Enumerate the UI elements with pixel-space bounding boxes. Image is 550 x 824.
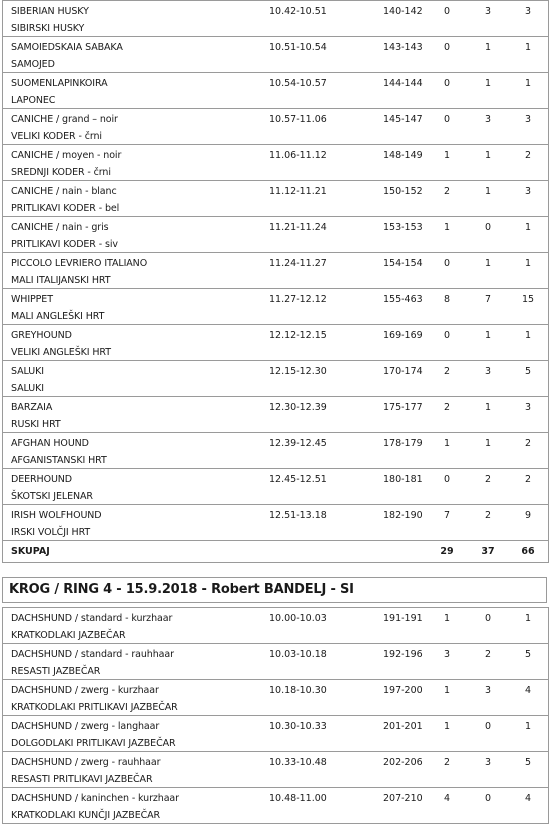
- judging-time: 11.24-11.27: [269, 258, 327, 269]
- judging-time: 10.30-10.33: [269, 721, 327, 732]
- count-females: 2: [484, 510, 492, 521]
- breed-name-slovene: SIBIRSKI HUSKY: [11, 23, 85, 34]
- breed-name-original: DEERHOUND: [11, 474, 73, 485]
- judging-time: 10.33-10.48: [269, 757, 327, 768]
- table-row: [3, 253, 548, 289]
- judging-time: 10.57-11.06: [269, 114, 327, 125]
- breed-name-slovene: AFGANISTANSKI HRT: [11, 455, 107, 466]
- count-males: 0: [443, 114, 451, 125]
- judging-time: 12.12-12.15: [269, 330, 327, 341]
- count-females: 0: [484, 613, 492, 624]
- count-total: 1: [524, 330, 532, 341]
- count-total: 3: [524, 186, 532, 197]
- breed-name-original: CANICHE / moyen - noir: [11, 150, 122, 161]
- count-females: 3: [484, 366, 492, 377]
- count-females: 3: [484, 757, 492, 768]
- breed-name-original: DACHSHUND / standard - rauhhaar: [11, 649, 174, 660]
- judging-time: 12.15-12.30: [269, 366, 327, 377]
- count-males: 0: [443, 42, 451, 53]
- count-total: 5: [524, 366, 532, 377]
- breed-name-slovene: MALI ANGLEŠKI HRT: [11, 311, 105, 322]
- breed-name-slovene: VELIKI KODER - črni: [11, 131, 102, 142]
- count-females: 1: [484, 78, 492, 89]
- judging-time: 12.51-13.18: [269, 510, 327, 521]
- catalogue-numbers: 155-463: [383, 294, 423, 305]
- breed-name-slovene: KRATKODLAKI KUNČJI JAZBEČAR: [11, 810, 161, 821]
- table-row: [3, 109, 548, 145]
- count-males: 3: [443, 649, 451, 660]
- count-females: 2: [484, 649, 492, 660]
- catalogue-numbers: 153-153: [383, 222, 423, 233]
- breed-name-slovene: LAPONEC: [11, 95, 56, 106]
- count-males: 1: [443, 222, 451, 233]
- judging-time: 10.42-10.51: [269, 6, 327, 17]
- catalogue-numbers: 178-179: [383, 438, 423, 449]
- breed-name-original: DACHSHUND / kaninchen - kurzhaar: [11, 793, 179, 804]
- judging-time: 12.45-12.51: [269, 474, 327, 485]
- count-total: 2: [524, 474, 532, 485]
- table-row: [3, 289, 548, 325]
- count-females: 0: [484, 721, 492, 732]
- catalogue-numbers: 145-147: [383, 114, 423, 125]
- summary-row: [3, 541, 548, 563]
- table-row: [3, 1, 548, 37]
- count-females: 3: [484, 6, 492, 17]
- count-females: 1: [484, 438, 492, 449]
- ring-header: [2, 577, 547, 603]
- count-females: 2: [484, 474, 492, 485]
- table-row: [3, 608, 548, 644]
- count-total: 4: [524, 685, 532, 696]
- breed-name-slovene: KRATKODLAKI PRITLIKAVI JAZBEČAR: [11, 702, 178, 713]
- breed-name-original: PICCOLO LEVRIERO ITALIANO: [11, 258, 148, 269]
- table-row: [3, 397, 548, 433]
- catalogue-numbers: 182-190: [383, 510, 423, 521]
- table-row: [3, 73, 548, 109]
- table-row: [3, 181, 548, 217]
- ring-title: KROG / RING 4 - 15.9.2018 - Robert BANDELJ - SI: [9, 582, 354, 597]
- breed-name-original: WHIPPET: [11, 294, 53, 305]
- count-females: 1: [484, 402, 492, 413]
- catalogue-numbers: 150-152: [383, 186, 423, 197]
- breed-name-slovene: SALUKI: [11, 383, 44, 394]
- count-total: 1: [524, 222, 532, 233]
- summary-total: 66: [521, 546, 535, 557]
- breed-name-slovene: RESASTI PRITLIKAVI JAZBEČAR: [11, 774, 153, 785]
- judging-time: 10.48-11.00: [269, 793, 327, 804]
- breed-name-slovene: KRATKODLAKI JAZBEČAR: [11, 630, 126, 641]
- table-row: [3, 505, 548, 541]
- judging-time: 11.21-11.24: [269, 222, 327, 233]
- count-total: 3: [524, 402, 532, 413]
- count-total: 1: [524, 42, 532, 53]
- count-males: 0: [443, 330, 451, 341]
- breed-name-original: SALUKI: [11, 366, 44, 377]
- catalogue-numbers: 144-144: [383, 78, 423, 89]
- count-females: 7: [484, 294, 492, 305]
- catalogue-numbers: 148-149: [383, 150, 423, 161]
- judging-time: 12.30-12.39: [269, 402, 327, 413]
- count-females: 1: [484, 186, 492, 197]
- count-total: 2: [524, 438, 532, 449]
- breed-name-original: CANICHE / nain - blanc: [11, 186, 117, 197]
- catalogue-numbers: 202-206: [383, 757, 423, 768]
- breed-name-original: GREYHOUND: [11, 330, 72, 341]
- catalogue-numbers: 143-143: [383, 42, 423, 53]
- count-total: 3: [524, 114, 532, 125]
- count-females: 1: [484, 258, 492, 269]
- breed-name-original: DACHSHUND / zwerg - langhaar: [11, 721, 160, 732]
- breed-name-slovene: IRSKI VOLČJI HRT: [11, 527, 91, 538]
- judging-time: 10.54-10.57: [269, 78, 327, 89]
- judging-time: 10.00-10.03: [269, 613, 327, 624]
- table-row: [3, 325, 548, 361]
- catalogue-numbers: 192-196: [383, 649, 423, 660]
- breed-name-slovene: DOLGODLAKI PRITLIKAVI JAZBEČAR: [11, 738, 176, 749]
- judging-time: 11.06-11.12: [269, 150, 327, 161]
- count-females: 1: [484, 42, 492, 53]
- table-row: [3, 361, 548, 397]
- summary-males: 29: [440, 546, 454, 557]
- judging-time: 11.12-11.21: [269, 186, 327, 197]
- breed-name-slovene: SREDNJI KODER - črni: [11, 167, 111, 178]
- count-males: 2: [443, 366, 451, 377]
- breed-name-original: CANICHE / grand – noir: [11, 114, 118, 125]
- breed-name-original: BARZAIA: [11, 402, 53, 413]
- count-females: 1: [484, 330, 492, 341]
- count-males: 2: [443, 402, 451, 413]
- judging-time: 10.03-10.18: [269, 649, 327, 660]
- breed-name-slovene: SAMOJED: [11, 59, 55, 70]
- table-row: [3, 217, 548, 253]
- catalogue-numbers: 154-154: [383, 258, 423, 269]
- breed-table-ring-3: [2, 0, 549, 563]
- count-total: 1: [524, 613, 532, 624]
- breed-name-original: SAMOIEDSKAIA SABAKA: [11, 42, 123, 53]
- breed-name-original: DACHSHUND / zwerg - rauhhaar: [11, 757, 161, 768]
- count-males: 0: [443, 6, 451, 17]
- count-males: 0: [443, 78, 451, 89]
- breed-name-original: IRISH WOLFHOUND: [11, 510, 102, 521]
- breed-name-original: DACHSHUND / standard - kurzhaar: [11, 613, 173, 624]
- breed-name-slovene: PRITLIKAVI KODER - siv: [11, 239, 118, 250]
- count-total: 3: [524, 6, 532, 17]
- count-total: 4: [524, 793, 532, 804]
- count-males: 8: [443, 294, 451, 305]
- count-females: 3: [484, 114, 492, 125]
- breed-name-original: AFGHAN HOUND: [11, 438, 89, 449]
- catalogue-numbers: 197-200: [383, 685, 423, 696]
- count-females: 0: [484, 222, 492, 233]
- table-row: [3, 788, 548, 824]
- breed-name-slovene: ŠKOTSKI JELENAR: [11, 491, 93, 502]
- count-total: 15: [521, 294, 535, 305]
- count-total: 5: [524, 649, 532, 660]
- count-total: 9: [524, 510, 532, 521]
- count-males: 4: [443, 793, 451, 804]
- summary-females: 37: [481, 546, 495, 557]
- breed-table-ring-4: [2, 607, 549, 824]
- count-males: 1: [443, 150, 451, 161]
- breed-name-original: SUOMENLAPINKOIRA: [11, 78, 108, 89]
- summary-label: SKUPAJ: [11, 546, 50, 557]
- breed-name-original: CANICHE / nain - gris: [11, 222, 109, 233]
- count-total: 1: [524, 258, 532, 269]
- catalogue-numbers: 169-169: [383, 330, 423, 341]
- count-males: 2: [443, 186, 451, 197]
- count-females: 1: [484, 150, 492, 161]
- breed-name-slovene: VELIKI ANGLEŠKI HRT: [11, 347, 111, 358]
- table-row: [3, 433, 548, 469]
- judging-time: 10.51-10.54: [269, 42, 327, 53]
- count-males: 1: [443, 613, 451, 624]
- catalogue-numbers: 207-210: [383, 793, 423, 804]
- breed-name-original: DACHSHUND / zwerg - kurzhaar: [11, 685, 159, 696]
- table-row: [3, 37, 548, 73]
- table-row: [3, 752, 548, 788]
- count-total: 5: [524, 757, 532, 768]
- breed-name-original: SIBERIAN HUSKY: [11, 6, 89, 17]
- breed-name-slovene: PRITLIKAVI KODER - bel: [11, 203, 120, 214]
- count-males: 7: [443, 510, 451, 521]
- catalogue-numbers: 201-201: [383, 721, 423, 732]
- catalogue-numbers: 140-142: [383, 6, 423, 17]
- table-row: [3, 680, 548, 716]
- count-total: 2: [524, 150, 532, 161]
- catalogue-numbers: 170-174: [383, 366, 423, 377]
- table-row: [3, 716, 548, 752]
- count-males: 0: [443, 474, 451, 485]
- count-females: 3: [484, 685, 492, 696]
- count-total: 1: [524, 721, 532, 732]
- breed-name-slovene: RUSKI HRT: [11, 419, 61, 430]
- catalogue-numbers: 175-177: [383, 402, 423, 413]
- breed-name-slovene: RESASTI JAZBEČAR: [11, 666, 101, 677]
- count-males: 1: [443, 685, 451, 696]
- table-row: [3, 145, 548, 181]
- table-row: [3, 469, 548, 505]
- judging-time: 10.18-10.30: [269, 685, 327, 696]
- count-males: 2: [443, 757, 451, 768]
- table-row: [3, 644, 548, 680]
- count-females: 0: [484, 793, 492, 804]
- count-males: 1: [443, 438, 451, 449]
- count-males: 1: [443, 721, 451, 732]
- breed-name-slovene: MALI ITALIJANSKI HRT: [11, 275, 111, 286]
- count-males: 0: [443, 258, 451, 269]
- judging-time: 11.27-12.12: [269, 294, 327, 305]
- count-total: 1: [524, 78, 532, 89]
- catalogue-numbers: 191-191: [383, 613, 423, 624]
- catalogue-numbers: 180-181: [383, 474, 423, 485]
- judging-time: 12.39-12.45: [269, 438, 327, 449]
